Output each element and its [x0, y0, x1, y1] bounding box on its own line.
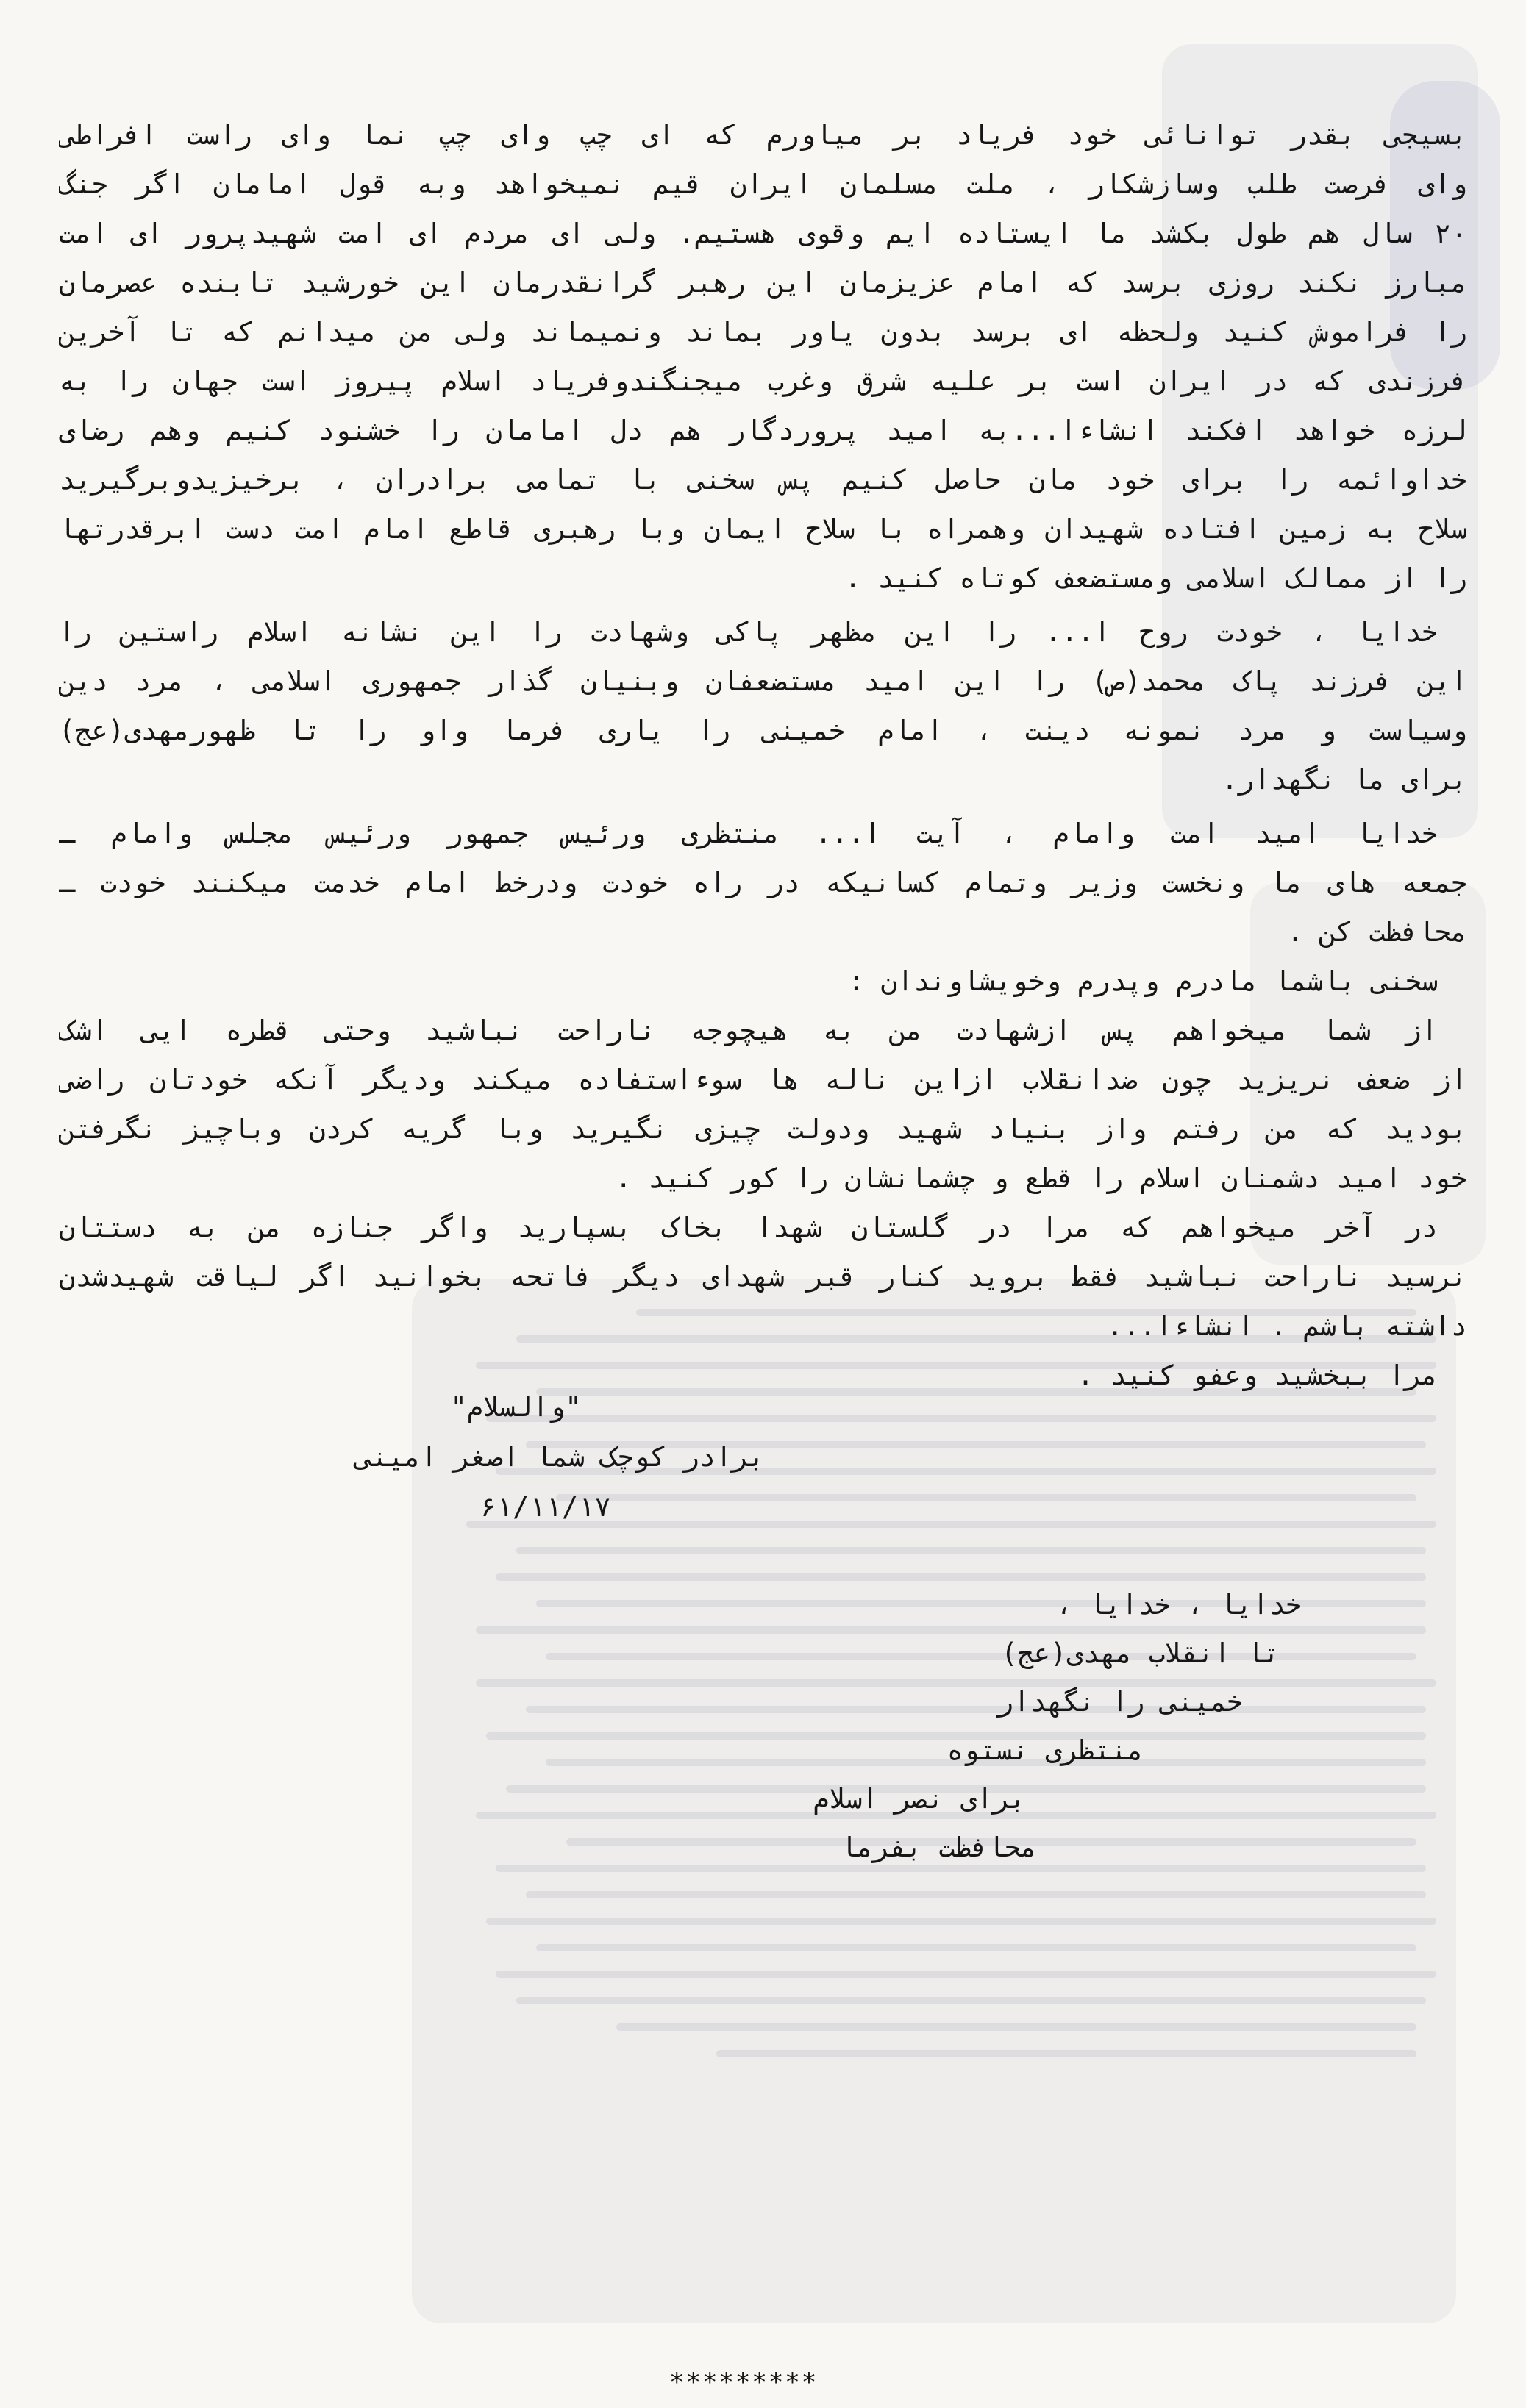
letter-line: مبارز نکند روزی برسد که امام عزیزمان این رهبر گرانقدرمان این خورشید تابنده عصرمان: [59, 267, 1467, 299]
letter-line: خدایا ، خودت روح ا... را این مظهر پاکی وشهادت را این نشانه اسلام راستین را: [59, 616, 1438, 648]
prayer-line: تا انقلاب مهدی(عج): [1001, 1637, 1280, 1669]
prayer-line: محافظت بفرما: [840, 1832, 1037, 1863]
letter-line: خود امید دشمنان اسلام را قطع و چشمانشان را کور کنید .: [615, 1162, 1467, 1194]
prayer-line: منتظری نستوه: [946, 1734, 1144, 1766]
letter-line: بسیجی بقدر توانائی خود فریاد بر میاورم که ای چپ وای چپ نما وای راست افراطی: [59, 119, 1467, 151]
letter-line: لرزه خواهد افکند انشاءا...به امید پروردگار هم دل امامان را خشنود کنیم وهم رضای: [59, 415, 1467, 446]
letter-line: سخنی باشما مادرم وپدرم وخویشاوندان :: [848, 965, 1438, 997]
prayer-line: برای نصر اسلام: [813, 1783, 1026, 1815]
letter-body: [59, 110, 1467, 1400]
letter-line: از ضعف نریزید چون ضدانقلاب ازاین ناله ها سوءاستفاده میکند ودیگر آنکه خودتان راضی: [59, 1064, 1467, 1096]
letter-line: سلاح به زمین افتاده شهیدان وهمراه با سلاح ایمان وبا رهبری قاطع امام امت دست ابرقدرتها: [59, 513, 1467, 545]
letter-line: بودید که من رفتم واز بنیاد شهید ودولت چیزی نگیرید وبا گریه کردن وباچیز نگرفتن: [59, 1113, 1467, 1145]
closing-salutation: "والسلام": [450, 1391, 582, 1423]
letter-line: جمعه های ما ونخست وزیر وتمام کسانیکه در راه خودت ودرخط امام خدمت میکنند خودت ـ: [59, 867, 1467, 898]
separator-stars: *********: [669, 2368, 819, 2397]
prayer-line: خدایا ، خدایا ،: [1055, 1589, 1302, 1621]
letter-line: خداوائمه را برای خود مان حاصل کنیم پس سخنی با تمامی برادران ، برخیزیدوبرگیرید: [59, 464, 1467, 496]
letter-line: را فراموش کنید ولحظه ای برسد بدون یاور بماند ونمیماند ولی من میدانم که تا آخرین: [59, 316, 1467, 348]
letter-line: برای ما نگهدار.: [1221, 764, 1467, 796]
letter-line: داشته باشم . انشاءا...: [1106, 1310, 1467, 1342]
letter-line: خدایا امید امت وامام ، آیت ا... منتظری ورئیس جمهور ورئیس مجلس وامام ـ: [59, 818, 1438, 849]
letter-line: نرسید ناراحت نباشید فقط بروید کنار قبر شهدای دیگر فاتحه بخوانید اگر لیاقت شهیدشدن: [59, 1261, 1467, 1293]
letter-line: وای فرصت طلب وسازشکار ، ملت مسلمان ایران قیم نمیخواهد وبه قول امامان اگر جنگ: [59, 168, 1467, 200]
letter-line: از شما میخواهم پس ازشهادت من به هیچوجه ناراحت نباشید وحتی قطره ایی اشک: [59, 1015, 1438, 1046]
letter-line: فرزندی که در ایران است بر علیه شرق وغرب میجنگندوفریاد اسلام پیروز است جهان را به: [59, 365, 1467, 397]
letter-line: محافظت کن .: [1286, 916, 1467, 948]
letter-line: در آخر میخواهم که مرا در گلستان شهدا بخاک بسپارید واگر جنازه من به دستتان: [59, 1212, 1438, 1243]
letter-date: ۶۱/۱۱/۱۷: [479, 1491, 611, 1523]
prayer-line: خمینی را نگهدار: [996, 1686, 1243, 1718]
closing-prayer: [813, 1581, 1302, 1872]
letter-line: ۲۰ سال هم طول بکشد ما ایستاده ایم وقوی هستیم. ولی ای مردم ای امت شهیدپرور ای امت: [59, 218, 1467, 249]
letter-line: وسیاست و مرد نمونه دینت ، امام خمینی را یاری فرما واو را تا ظهورمهدی(عج): [59, 715, 1467, 746]
letter-line: این فرزند پاک محمد(ص) را این امید مستضعفان وبنیان گذار جمهوری اسلامی ، مرد دین: [59, 665, 1467, 697]
letter-line: مرا ببخشید وعفو کنید .: [1077, 1360, 1438, 1391]
letter-line: را از ممالک اسلامی ومستضعف کوتاه کنید .: [844, 562, 1467, 594]
signature-name: برادر کوچک شما اصغر امینی: [355, 1441, 765, 1473]
signature-block: [355, 1382, 765, 1532]
